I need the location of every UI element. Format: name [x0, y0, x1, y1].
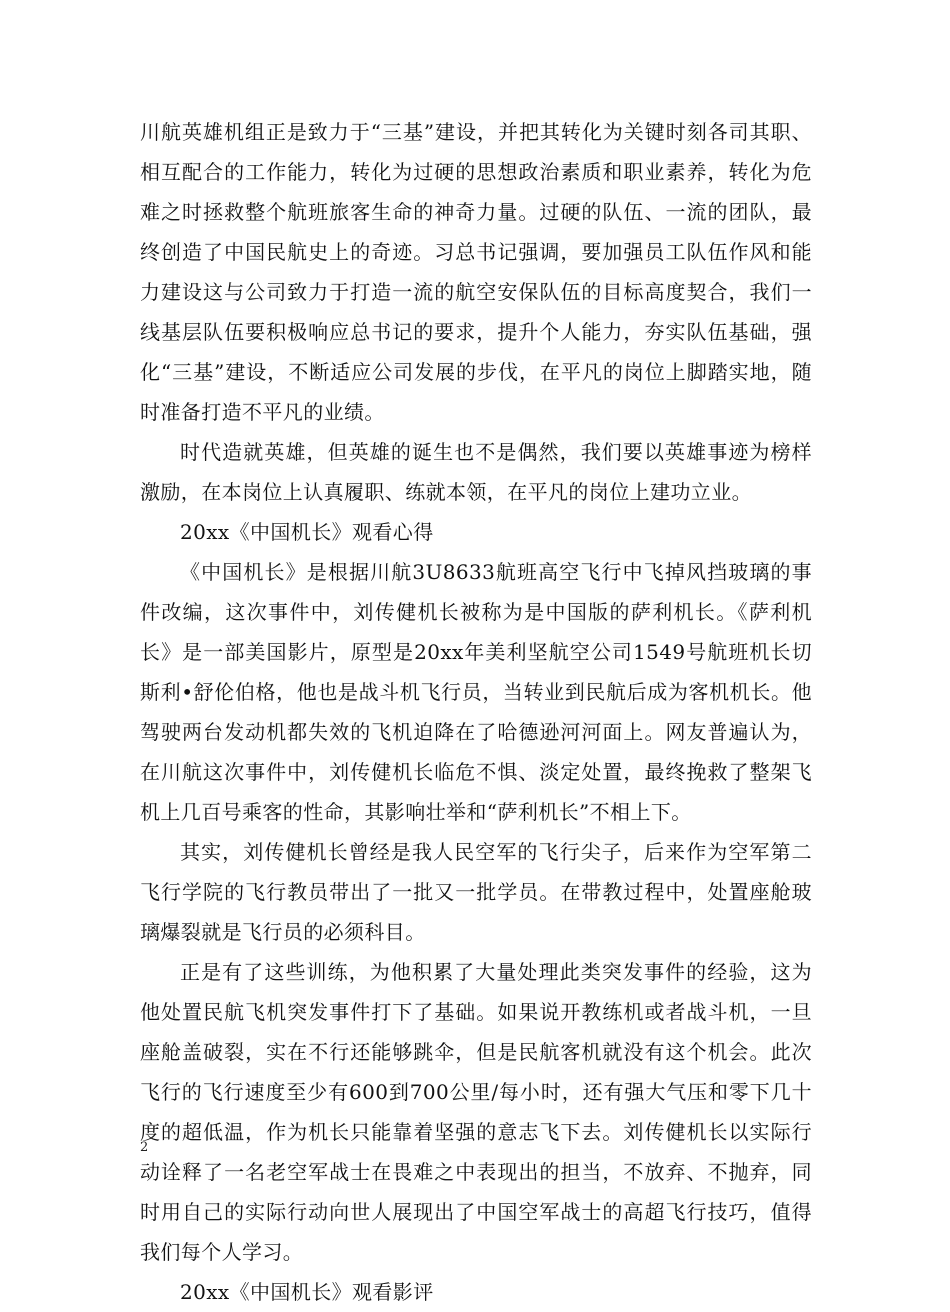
paragraph-continuation: 川航英雄机组正是致力于“三基”建设，并把其转化为关键时刻各司其职、相互配合的工作能力，转化为过硬的思想政治素质和职业素养，转化为危难之时拯救整个航班旅客生命的神奇力量。过硬的队伍、一流的团队，最终创造了中国民航史上的奇迹。习总书记强调，要加强员工队伍作风和能力建设这与公司致力于打造一流的航空安保队伍的目标高度契合，我们一线基层队伍要积极响应总书记的要求，提升个人能力，夯实队伍基础，强化“三基”建设，不断适应公司发展的步伐，在平凡的岗位上脚踏实地，随时准备打造不平凡的业绩。	[140, 120, 812, 424]
section-heading: 20xx《中国机长》观看影评	[180, 1280, 434, 1304]
page-number: 2	[140, 1140, 149, 1155]
paragraph: 正是有了这些训练，为他积累了大量处理此类突发事件的经验，这为他处置民航飞机突发事件打下了基础。如果说开教练机或者战斗机，一旦座舱盖破裂，实在不行还能够跳伞，但是民航客机就没有这个机会。此次飞行的飞行速度至少有600到700公里/每小时，还有强大气压和零下几十度的超低温，作为机长只能靠着坚强的意志飞下去。刘传健机长以实际行动诠释了一名老空军战士在畏难之中表现出的担当，不放弃、不抛弃，同时用自己的实际行动向世人展现出了中国空军战士的高超飞行技巧，值得我们每个人学习。	[140, 960, 812, 1264]
paragraph: 时代造就英雄，但英雄的诞生也不是偶然，我们要以英雄事迹为榜样激励，在本岗位上认真履职、练就本领，在平凡的岗位上建功立业。	[140, 440, 812, 504]
paragraph: 其实，刘传健机长曾经是我人民空军的飞行尖子，后来作为空军第二飞行学院的飞行教员带出了一批又一批学员。在带教过程中，处置座舱玻璃爆裂就是飞行员的必须科目。	[140, 840, 812, 944]
section-heading: 20xx《中国机长》观看心得	[180, 520, 434, 544]
paragraph: 《中国机长》是根据川航3U8633航班高空飞行中飞掉风挡玻璃的事件改编，这次事件中，刘传健机长被称为是中国版的萨利机长。《萨利机长》是一部美国影片，原型是20xx年美利坚航空公司1549号航班机长切斯利•舒伦伯格，他也是战斗机飞行员，当转业到民航后成为客机机长。他驾驶两台发动机都失效的飞机迫降在了哈德逊河河面上。网友普遍认为，在川航这次事件中，刘传健机长临危不惧、淡定处置，最终挽救了整架飞机上几百号乘客的性命，其影响壮举和“萨利机长”不相上下。	[140, 560, 812, 824]
document-body	[140, 112, 812, 1312]
